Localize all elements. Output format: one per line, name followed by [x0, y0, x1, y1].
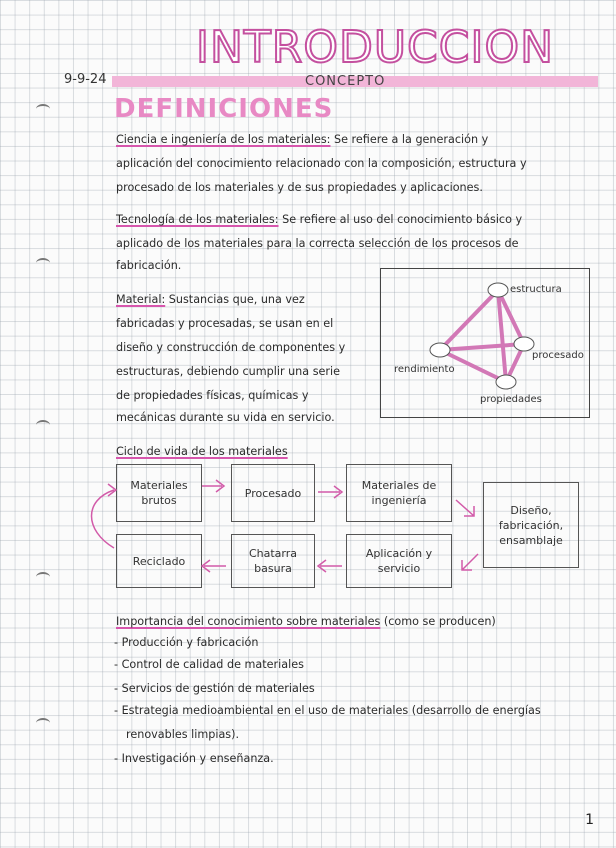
- node-propiedades: [496, 375, 516, 389]
- arrow-group: [92, 480, 479, 572]
- definition-1: [116, 128, 488, 152]
- definition-3: [116, 288, 305, 312]
- arrow-left-2: [202, 560, 226, 572]
- definition-line: estructuras, debiendo cumplir una serie: [116, 365, 340, 378]
- subtitle: CONCEPTO: [305, 74, 386, 89]
- binder-hole: [36, 258, 50, 268]
- definition-line: fabricación.: [116, 259, 182, 272]
- binder-hole: [36, 572, 50, 582]
- box-processed: Procesado: [231, 464, 315, 522]
- definition-line: diseño y construcción de componentes y: [116, 341, 346, 354]
- definition-term: Material:: [116, 293, 166, 306]
- definition-line: aplicación del conocimiento relacionado con la composición, estructura y: [116, 157, 527, 170]
- section-title: DEFINICIONES: [114, 94, 334, 124]
- box-scrap: Chatarra basura: [231, 534, 315, 588]
- tetrahedron-svg: [380, 268, 590, 418]
- definition-term: Ciencia e ingeniería de los materiales:: [116, 133, 331, 146]
- box-design: Diseño, fabricación, ensamblaje: [483, 482, 579, 568]
- box-service: Aplicación y servicio: [346, 534, 452, 588]
- importance-heading-row: [116, 610, 496, 634]
- definition-line: Se refiere a la generación y: [334, 133, 489, 146]
- arrow-left-1: [318, 560, 342, 572]
- arrow-down-left: [462, 554, 478, 570]
- definition-line: fabricadas y procesadas, se usan en el: [116, 317, 334, 330]
- definition-line: procesado de los materiales y de sus propiedades y aplicaciones.: [116, 181, 483, 194]
- box-recycled: Reciclado: [116, 534, 202, 588]
- definition-line: Se refiere al uso del conocimiento básico y: [282, 213, 523, 226]
- definition-line: mecánicas durante su vida en servicio.: [116, 411, 335, 424]
- list-item: renovables limpias).: [126, 728, 240, 741]
- arrow-loop-up: [92, 484, 117, 548]
- label-propiedades: propiedades: [480, 394, 542, 405]
- arrow-down-right: [456, 500, 474, 516]
- date: 9-9-24: [64, 72, 107, 87]
- definition-line: Sustancias que, una vez: [168, 293, 305, 306]
- definition-2: [116, 208, 522, 232]
- definition-line: aplicado de los materiales para la correcta selección de los procesos de: [116, 237, 519, 250]
- label-estructura: estructura: [510, 284, 562, 295]
- node-rendimiento: [430, 343, 450, 357]
- lifecycle-arrows: [80, 460, 590, 600]
- definition-term: Tecnología de los materiales:: [116, 213, 279, 226]
- list-item: - Servicios de gestión de materiales: [114, 682, 315, 695]
- list-item: - Control de calidad de materiales: [114, 658, 304, 671]
- edge: [440, 344, 524, 350]
- node-procesado: [514, 337, 534, 351]
- definition-line: de propiedades físicas, químicas y: [116, 389, 309, 402]
- arrow-right-1: [202, 480, 224, 492]
- list-item: - Investigación y enseñanza.: [114, 752, 274, 765]
- label-procesado: procesado: [532, 350, 584, 361]
- binder-hole: [36, 718, 50, 728]
- box-raw-materials: Materiales brutos: [116, 464, 202, 522]
- importance-note: (como se producen): [383, 615, 496, 628]
- list-item: - Producción y fabricación: [114, 636, 259, 649]
- edge: [440, 290, 498, 350]
- tetrahedron-diagram: [380, 268, 590, 418]
- label-rendimiento: rendimiento: [394, 364, 455, 375]
- page-number: 1: [585, 812, 594, 828]
- page-title: INTRODUCCION: [196, 22, 555, 73]
- list-item: - Estrategia medioambiental en el uso de materiales (desarrollo de energías: [114, 704, 541, 717]
- lifecycle-heading: Ciclo de vida de los materiales: [116, 445, 288, 458]
- importance-heading: Importancia del conocimiento sobre materiales: [116, 615, 381, 628]
- node-estructura: [488, 283, 508, 297]
- box-engineering-materials: Materiales de ingeniería: [346, 464, 452, 522]
- binder-hole: [36, 420, 50, 430]
- binder-hole: [36, 104, 50, 114]
- arrow-right-2: [318, 486, 342, 498]
